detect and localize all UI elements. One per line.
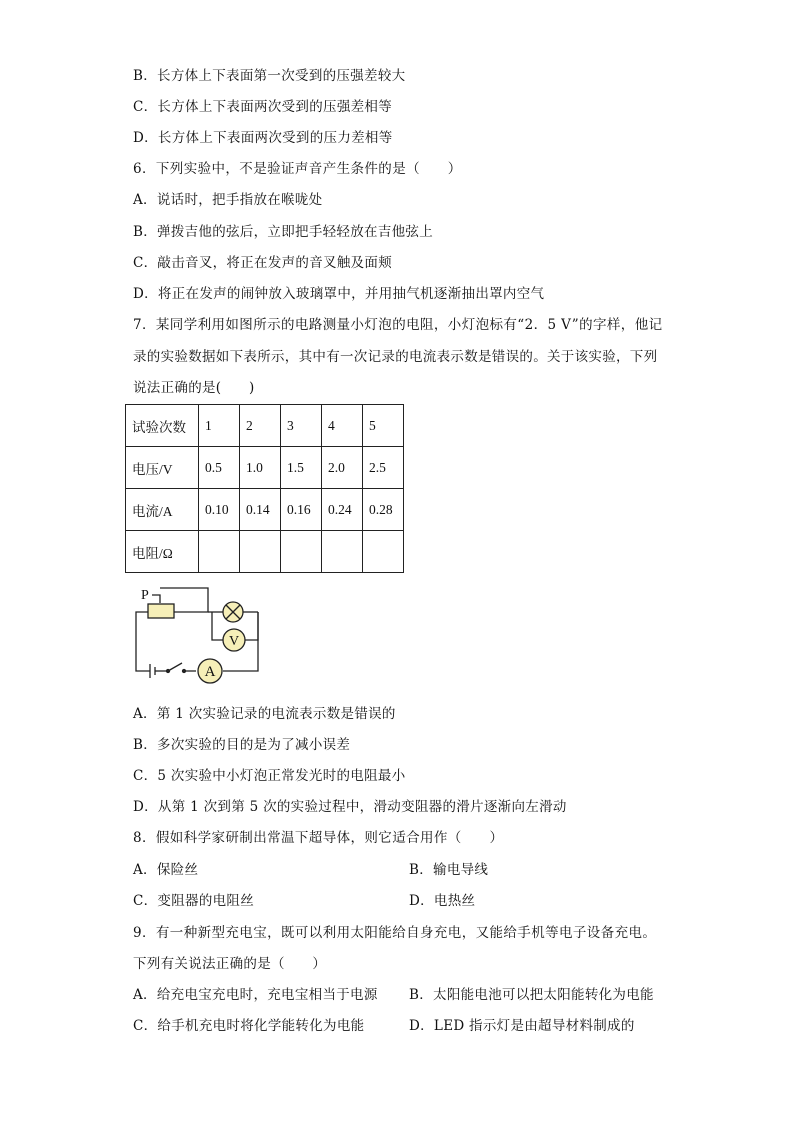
row-header: 电流/A [126,489,199,531]
q8-option-b: B．输电导线 [409,862,489,878]
table-cell: 0.16 [281,489,322,531]
q7-option-a: A．第 1 次实验记录的电流表示数是错误的 [133,706,396,722]
row-header: 电阻/Ω [126,531,199,573]
table-cell: 5 [363,405,404,447]
table-row [126,531,404,573]
q5-option-c: C．长方体上下表面两次受到的压强差相等 [133,99,393,115]
q9-option-a: A．给充电宝充电时，充电宝相当于电源 [133,987,378,1003]
q5-option-b: B．长方体上下表面第一次受到的压强差较大 [133,68,406,84]
q8-stem: 8．假如科学家研制出常温下超导体，则它适合用作（ ） [133,830,504,846]
q6-option-b: B．弹拨吉他的弦后，立即把手轻轻放在吉他弦上 [133,224,434,240]
ammeter-label: A [204,664,216,680]
table-cell: 0.28 [363,489,404,531]
q7-stem-line2: 录的实验数据如下表所示，其中有一次记录的电流表示数是错误的。关于该实验，下列 [133,349,658,365]
table-cell: 1 [199,405,240,447]
table-row [126,489,404,531]
q9-stem-line1: 9．有一种新型充电宝，既可以利用太阳能给自身充电，又能给手机等电子设备充电。 [133,925,657,941]
table-cell: 2.0 [322,447,363,489]
q6-option-a: A．说话时，把手指放在喉咙处 [133,192,323,208]
data-table [125,404,404,573]
circuit-diagram [130,582,270,687]
q9-option-d: D．LED 指示灯是由超导材料制成的 [409,1018,635,1034]
slider-wire [152,595,160,603]
table-row [126,447,404,489]
table-cell: 0.10 [199,489,240,531]
q7-stem-line3: 说法正确的是( ) [133,380,255,396]
table-cell [363,531,404,573]
q7-option-d: D．从第 1 次到第 5 次的实验过程中，滑动变阻器的滑片逐渐向左滑动 [133,799,567,815]
q6-option-d: D．将正在发声的闹钟放入玻璃罩中，并用抽气机逐渐抽出罩内空气 [133,286,545,302]
q7-option-c: C．5 次实验中小灯泡正常发光时的电阻最小 [133,768,406,784]
q7-stem-line1: 7．某同学利用如图所示的电路测量小灯泡的电阻，小灯泡标有“2．5 V”的字样，他记 [133,317,663,333]
q9-option-b: B．太阳能电池可以把太阳能转化为电能 [409,987,654,1003]
q9-option-c: C．给手机充电时将化学能转化为电能 [133,1018,365,1034]
rheostat-icon [148,604,174,618]
table-cell [199,531,240,573]
table-cell: 1.0 [240,447,281,489]
slider-label: P [141,588,149,603]
table-cell: 3 [281,405,322,447]
q8-option-a: A．保险丝 [133,862,199,878]
table-cell [322,531,363,573]
voltmeter-label: V [228,634,240,649]
table-row [126,405,404,447]
row-header: 电压/V [126,447,199,489]
wire-branch-right [245,612,258,640]
q6-stem: 6．下列实验中，不是验证声音产生条件的是（ ） [133,161,462,177]
q9-stem-line2: 下列有关说法正确的是（ ） [133,956,327,972]
table-cell: 0.14 [240,489,281,531]
table-cell: 2 [240,405,281,447]
q8-option-c: C．变阻器的电阻丝 [133,893,255,909]
q6-option-c: C．敲击音叉，将正在发声的音叉触及面颊 [133,255,393,271]
table-cell: 2.5 [363,447,404,489]
table-cell: 0.5 [199,447,240,489]
wire-left [136,612,150,671]
table-cell: 0.24 [322,489,363,531]
wire-branch-left [212,612,224,640]
table-cell [240,531,281,573]
q7-option-b: B．多次实验的目的是为了减小误差 [133,737,351,753]
q5-option-d: D．长方体上下表面两次受到的压力差相等 [133,130,393,146]
table-cell: 1.5 [281,447,322,489]
table-cell: 4 [322,405,363,447]
q8-option-d: D．电热丝 [409,893,476,909]
table-cell [281,531,322,573]
row-header: 试验次数 [126,405,199,447]
lamp-icon [223,602,243,622]
